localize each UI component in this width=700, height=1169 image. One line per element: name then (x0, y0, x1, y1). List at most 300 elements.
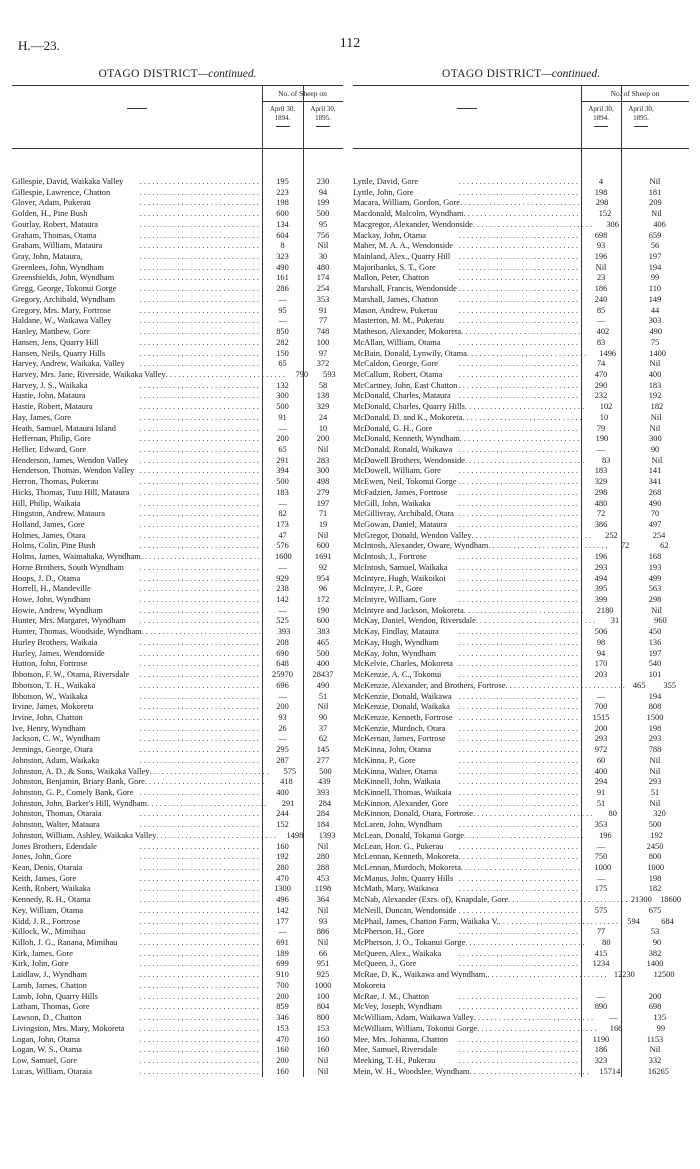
sheep-count-1894: 142 (276, 595, 289, 605)
table-row (12, 820, 343, 831)
table-row (12, 831, 343, 842)
sheep-count-1894: 470 (276, 1034, 289, 1044)
leader-dots: . . . . . . . . . . . . . . . . . . . . . . . . . . . . . (139, 616, 259, 626)
leader-dots: . . . . . . . . . . . . . . . . . . . . . . . . . . . . . (458, 584, 578, 594)
sheep-count-1895: 44 (650, 305, 660, 315)
sheep-count-1895: 16265 (647, 1066, 669, 1076)
leader-dots: . . . . . . . . . . . . . . . . . . . . . . . . . . . . . (139, 1002, 259, 1012)
sheep-count-1894: 15714 (599, 1066, 621, 1076)
owner-name: McManus, John, Quarry Hills (353, 873, 454, 883)
table-row (353, 552, 689, 563)
owner-name: Johnston, John, Barker's Hill, Wyndham (12, 798, 148, 808)
sheep-count-1894: 80 (608, 809, 617, 819)
owner-name: Heath, Samuel, Mataura Island (12, 423, 116, 433)
table-row (12, 724, 343, 735)
table-row (353, 606, 689, 617)
owner-name: Lyttle, John, Gore (353, 187, 414, 197)
sheep-count-1894: 298 (594, 487, 608, 497)
leader-dots: . . . . . . . . . . . . . . . . . . . . . . . . . . . . . (139, 1034, 259, 1044)
sheep-count-1895: 200 (648, 991, 662, 1001)
leader-dots: . . . . . . . . . . . . . . . . . . . . . . . . . . . . . (139, 938, 259, 948)
owner-name: McLaren, John, Wyndham (353, 820, 443, 830)
leader-dots: . . . . . . . . . . . . . . . . . . . . . . . . . . . . . (458, 316, 578, 326)
table-row (353, 402, 689, 413)
owner-name: Livingston, Mrs. Mary, Mokoreta (12, 1023, 125, 1033)
sheep-count-1894: 160 (276, 1066, 289, 1076)
owner-name: McLennan, Murdoch, Mokoreta (353, 863, 461, 872)
owner-name: McDonald, Ronald, Waikawa (353, 444, 453, 454)
table-row (353, 949, 689, 960)
owner-name: McDowell Brothers, Wendonside (353, 455, 465, 465)
sheep-count-1895: Nil (649, 1045, 661, 1055)
sheep-count-1895: 1393 (318, 830, 336, 840)
sheep-count-1895: 500 (316, 209, 330, 219)
table-row (353, 842, 689, 853)
leader-dots: . . . . . . . . . . . . . . . . . . . . . . . . . . . . . (139, 670, 259, 680)
leader-dots: . . . . . . . . . . . . . . . . . . . . . . . . . . . . . (139, 241, 259, 251)
leader-dots: . . . . . . . . . . . . . . . . . . . . . . . . . . . . . (139, 1055, 259, 1065)
district-heading: OTAGO DISTRICT—continued. (441, 68, 600, 80)
sheep-count-1895: 209 (649, 198, 662, 208)
sheep-count-1895: 93 (318, 916, 328, 926)
table-row (12, 231, 343, 242)
leader-dots: . . . . . . . . . . . . . . . . . . . . . . . . . . . . . (472, 219, 593, 229)
sheep-count-1894: — (596, 991, 606, 1001)
owner-name: McLennan, Kenneth, Mokoreta (353, 852, 459, 862)
table-row (353, 445, 689, 456)
table-row (12, 1056, 343, 1067)
leader-dots: . . . . . . . . . . . . . . . . . . . . . . . . . . . . . (139, 970, 259, 980)
sheep-count-1894: 415 (594, 948, 608, 958)
leader-dots: . . . . . . . . . . . . . . . . . . . . . . . . . . . . . (139, 820, 259, 830)
table-row (12, 692, 343, 703)
owner-name: McCallum, Robert, Otama (353, 369, 443, 379)
sheep-count-1894: 575 (283, 766, 297, 776)
owner-name: Meeking, T. H., Pukerau (353, 1055, 436, 1065)
leader-dots: . . . . . . . . . . . . . . . . . . . . . . . . . . . . . (469, 1066, 589, 1076)
leader-dots: . . . . . . . . . . . . . . . . . . . . . . . . . . . . . (508, 895, 628, 905)
sheep-count-header: No. of Sheep on (278, 89, 327, 98)
owner-name: Ibbotson, F. W., Otama, Riversdale (12, 670, 130, 680)
year-header-1895: April 30, 1895. (310, 105, 336, 122)
sheep-count-1894: 8 (280, 241, 285, 251)
owner-name: Low, Samuel, Gore (12, 1055, 78, 1065)
sheep-count-1895: 748 (316, 327, 330, 337)
table-row (353, 927, 689, 938)
sheep-count-1895: 200 (316, 434, 330, 444)
sheep-count-1894: 200 (276, 991, 289, 1001)
leader-dots: . . . . . . . . . . . . . . . . . . . . . . . . . . . . . (139, 498, 259, 508)
sheep-count-1895: 332 (648, 1055, 662, 1065)
sheep-count-1895: 341 (648, 477, 662, 487)
leader-dots: . . . . . . . . . . . . . . . . . . . . . . . . . . . . . (458, 284, 578, 294)
sheep-count-1895: 288 (316, 863, 330, 872)
table-row (12, 445, 343, 456)
table-row (12, 574, 343, 585)
sheep-count-1894: 470 (594, 369, 608, 379)
sheep-count-1895: 450 (648, 627, 662, 637)
sheep-count-1895: 439 (317, 777, 331, 787)
table-row (12, 884, 343, 895)
owner-name: Kean, Denis, Otaraia (12, 863, 83, 872)
leader-dots: . . . . . . . . . . . . . . . . . . . . . . . . . . . . . (458, 745, 578, 755)
leader-dots: . . . . . . . . . . . . . . . . . . . . . . . . . . . . . (139, 252, 259, 262)
sheep-count-1895: 540 (648, 659, 662, 669)
table-row (12, 927, 343, 938)
leader-dots: . . . . . . . . . . . . . . . . . . . . . . . . . . . . . (139, 745, 259, 755)
sheep-count-1894: 1190 (592, 1034, 610, 1044)
sheep-count-1894: 890 (594, 1002, 608, 1012)
sheep-count-1894: 200 (276, 1055, 289, 1065)
owner-name: McLean, Donald, Tokanui Gorge (353, 830, 464, 840)
owner-name: Jones, John, Gore (12, 852, 72, 862)
sheep-count-1895: 393 (316, 787, 330, 797)
owner-name: Hansen, Neils, Quarry Hills (12, 348, 106, 358)
leader-dots: . . . . . . . . . . . . . . . . . . . . . . . . . . . . . (458, 670, 578, 680)
owner-name: Laidlaw, J., Wyndham (12, 970, 87, 980)
sheep-count-1894: 80 (602, 938, 611, 948)
sheep-count-1895: 168 (648, 552, 662, 562)
sheep-count-1894: — (596, 444, 606, 454)
sheep-count-1895: Nil (317, 702, 329, 712)
owner-name: Harvey, Andrew, Waikaka, Valley (12, 359, 125, 369)
owner-name: Mein, W. H., Woodslee, Wyndham (353, 1066, 470, 1076)
leader-dots (386, 981, 581, 992)
sheep-count-1895: 1153 (646, 1034, 664, 1044)
sheep-count-1894: 699 (276, 959, 289, 969)
table-row (12, 295, 343, 306)
sheep-count-1895: 12500 (653, 970, 675, 980)
leader-dots: . . . . . . . . . . . . . . . . . . . . . . . . . . . . . (460, 863, 581, 872)
sheep-count-1894: 161 (276, 273, 289, 283)
owner-name: McIntyre, Hugh, Waikoikoi (353, 573, 446, 583)
leader-dots: . . . . . . . . . . . . . . . . . . . . . . . . . . . . . (462, 412, 582, 422)
table-row (12, 177, 343, 188)
owner-name: Horrell, H., Mandeville (12, 584, 91, 594)
sheep-count-1894: 240 (594, 294, 608, 304)
owner-name: Hurley Brothers, Waikaia (12, 637, 98, 647)
leader-dots: . . . . . . . . . . . . . . . . . . . . . . . . . . . . . (139, 595, 259, 605)
leader-dots: . . . . . . . . . . . . . . . . . . . . . . . . . . . . . (144, 777, 265, 787)
leader-dots: . . . . . . . . . . . . . . . . . . . . . . . . . . . . . (458, 787, 578, 797)
table-row (12, 606, 343, 617)
owner-name: McGill, John, Waikaka (353, 498, 431, 508)
sheep-count-1894: 400 (276, 787, 289, 797)
owner-name: Mainland, Alex., Quarry Hill (353, 252, 451, 262)
table-row (353, 284, 689, 295)
leader-dots: . . . . . . . . . . . . . . . . . . . . . . . . . . . . . (139, 895, 259, 905)
leader-dots: . . . . . . . . . . . . . . . . . . . . . . . . . . . . . (139, 927, 259, 937)
sheep-owner-list-left (12, 177, 343, 1077)
owner-name: McIntyre and Jackson, Mokoreta (353, 605, 464, 615)
district-heading: OTAGO DISTRICT—continued. (98, 68, 257, 80)
owner-name: McNab, Alexander (Exrs. of), Knapdale, Gore (353, 895, 509, 905)
owner-name: Hansen, Jens, Quarry Hill (12, 337, 99, 347)
table-row (353, 767, 689, 778)
table-row (353, 777, 689, 788)
leader-dots: . . . . . . . . . . . . . . . . . . . . . . . . . . . . . (139, 444, 259, 454)
leader-dots: . . . . . . . . . . . . . . . . . . . . . . . . . . . . . (458, 177, 578, 186)
table-row (12, 842, 343, 853)
table-row (12, 1045, 343, 1056)
sheep-count-1895: Nil (317, 938, 329, 948)
sheep-count-1895: 30 (318, 252, 328, 262)
table-row (353, 349, 689, 360)
sheep-count-1895: 925 (316, 970, 330, 980)
leader-dots: . . . . . . . . . . . . . . . . . . . . . . . . . . . . . (458, 337, 578, 347)
sheep-count-1895: Nil (651, 209, 662, 219)
sheep-count-1895: 172 (316, 595, 330, 605)
table-row (12, 209, 343, 220)
sheep-count-1895: 110 (648, 284, 662, 294)
sheep-count-1894: 506 (594, 627, 608, 637)
sheep-count-1895: 280 (316, 852, 330, 862)
sheep-count-1894: 183 (276, 487, 289, 497)
table-row (353, 820, 689, 831)
table-row (12, 713, 343, 724)
table-row (12, 670, 343, 681)
leader-dots: . . . . . . . . . . . . . . . . . . . . . . . . . . . . . (463, 605, 584, 615)
sheep-count-1894: 4 (598, 177, 604, 186)
owner-name: McKinnell, Thomas, Waikaia (353, 787, 452, 797)
owner-name: McDonald, G. H., Gore (353, 423, 433, 433)
sheep-count-1895: 197 (648, 648, 662, 658)
sheep-count-1894: 175 (594, 884, 608, 894)
sheep-count-1895: 53 (650, 927, 660, 937)
leader-dots: . . . . . . . . . . . . . . . . . . . . . . . . . . . . . (139, 584, 259, 594)
sheep-count-1895: 192 (650, 830, 663, 840)
table-row (12, 552, 343, 563)
leader-dots: . . . . . . . . . . . . . . . . . . . . . . . . . . . . . (458, 1045, 578, 1055)
owner-name: McIntosh, Samuel, Waikaka (353, 562, 448, 572)
table-row (12, 756, 343, 767)
owner-name: Macgregor, Alexander, Wendonside (353, 219, 473, 229)
table-row (12, 424, 343, 435)
owner-name: McPherson, J. O., Tokanui Gorge (353, 938, 466, 948)
sheep-count-1895: 96 (318, 584, 328, 594)
owner-name: Hanley, Matthew, Gore (12, 327, 90, 337)
table-row (12, 767, 343, 778)
sheep-count-1895: Nil (649, 766, 661, 776)
table-row (12, 595, 343, 606)
sheep-count-1894: 298 (595, 198, 609, 208)
sheep-count-1895: Nil (649, 798, 661, 808)
leader-dots: . . . . . . . . . . . . . . . . . . . . . . . . . . . . . (139, 477, 259, 487)
owner-name: McKay, Daniel, Wendon, Riversdale (353, 616, 476, 626)
sheep-count-1895: 500 (319, 766, 332, 776)
owner-name: Irvine, James, Mokoreta (12, 702, 94, 712)
table-row (353, 595, 689, 606)
sheep-count-1895: 56 (650, 241, 660, 251)
table-header (12, 85, 343, 149)
leader-dots: . . . . . . . . . . . . . . . . . . . . . . . . . . . . . (461, 327, 581, 337)
leader-dots: . . . . . . . . . . . . . . . . . . . . . . . . . . . . . (498, 916, 618, 926)
leader-dots: . . . . . . . . . . . . . . . . . . . . . . . . . . . . . (139, 380, 259, 390)
leader-dots: . . . . . . . . . . . . . . . . . . . . . . . . . . . . . (139, 680, 259, 690)
owner-name: Johnston, A. D., & Sons, Waikaka Valley (12, 766, 150, 776)
sheep-count-1894: 972 (594, 745, 608, 755)
sheep-count-1894: 85 (596, 305, 606, 315)
leader-dots: . . . . . . . . . . . . . . . . . . . . . . . . . . . . . (458, 498, 578, 508)
leader-dots: . . . . . . . . . . . . . . . . . . . . . . . . . . . . . (465, 938, 585, 948)
sheep-count-1894: 293 (594, 734, 608, 744)
owner-name: Hastie, Robert, Mataura (12, 402, 93, 412)
sheep-count-1894: 575 (594, 905, 608, 915)
table-row (353, 231, 689, 242)
table-row (12, 434, 343, 445)
leader-dots: . . . . . . . . . . . . . . . . . . . . . . . . . . . . . (140, 552, 261, 562)
leader-dots: . . . . . . . . . . . . . . . . . . . . . . . . . . . . . (149, 766, 269, 776)
sheep-count-1894: 77 (596, 927, 606, 937)
leader-dots: . . . . . . . . . . . . . . . . . . . . . . . . . . . . . (458, 948, 578, 958)
table-row (12, 659, 343, 670)
table-row (353, 659, 689, 670)
sheep-count-1895: 58 (318, 380, 328, 390)
leader-dots: . . . . . . . . . . . . . . . . . . . . . . . . . . . . . (458, 927, 578, 937)
owner-name: Matheson, Alexander, Mokoreta (353, 327, 462, 337)
leader-dots: . . . . . . . . . . . . . . . . . . . . . . . . . . . . . (139, 723, 259, 733)
sheep-count-1894: 696 (276, 680, 289, 690)
table-row (353, 992, 689, 1003)
sheep-count-1895: Nil (649, 755, 661, 765)
sheep-count-1894: 160 (276, 1045, 289, 1055)
owner-name: Johnston, Walter, Mataura (12, 820, 100, 830)
table-row (353, 938, 689, 949)
owner-name: McKenzie, Murdoch, Otara (353, 723, 446, 733)
table-row (353, 702, 689, 713)
sheep-count-1894: 26 (278, 723, 287, 733)
owner-name: McQueen, Alex., Waikaka (353, 948, 442, 958)
owner-name: McKelvie, Charles, Mokoreta (353, 659, 454, 669)
owner-name: McQueen, J., Gore (353, 959, 417, 969)
owner-name: Kennedy, R. H., Otama (12, 895, 91, 905)
sheep-count-1894: 170 (594, 659, 608, 669)
sheep-count-1895: 283 (316, 455, 330, 465)
owner-name: Kidd, J. R., Fortrose (12, 916, 81, 926)
table-row (353, 241, 689, 252)
leader-dots: . . . . . . . . . . . . . . . . . . . . . . . . . . . . . (139, 487, 259, 497)
sheep-count-1895: 62 (660, 541, 669, 551)
sheep-count-1894: 196 (599, 830, 612, 840)
leader-dots: . . . . . . . . . . . . . . . . . . . . . . . . . . . . . (458, 755, 578, 765)
sheep-count-1895: 194 (648, 691, 662, 701)
table-row (353, 273, 689, 284)
table-row (353, 852, 689, 863)
sheep-count-1895: Nil (651, 455, 663, 465)
table-row (353, 370, 689, 381)
page-reference: H.—23. (18, 38, 60, 53)
sheep-count-1895: 254 (652, 530, 666, 540)
sheep-count-1895: Nil (651, 605, 662, 615)
sheep-count-1894: 93 (278, 712, 287, 722)
leader-dots: . . . . . . . . . . . . . . . . . . . . . . . . . . . . . (458, 252, 578, 262)
owner-name: Glover, Adam, Pukerau (12, 198, 91, 208)
table-row (353, 198, 689, 209)
table-row (12, 359, 343, 370)
leader-dots: . . . . . . . . . . . . . . . . . . . . . . . . . . . . . (139, 948, 259, 958)
owner-name: Kirk, James, Gore (12, 948, 73, 958)
sheep-count-1895: 808 (648, 702, 662, 712)
table-row (12, 777, 343, 788)
owner-name: Hill, Philip, Waikaia (12, 498, 81, 508)
leader-dots: . . . . . . . . . . . . . . . . . . . . . . . . . . . . . (139, 562, 259, 572)
sheep-count-1894: 208 (276, 637, 289, 647)
sheep-count-1895: 145 (316, 745, 330, 755)
leader-dots: . . . . . . . . . . . . . . . . . . . . . . . . . . . . . (458, 391, 578, 401)
leader-dots: . . . . . . . . . . . . . . . . . . . . . . . . . . . . . (458, 798, 578, 808)
owner-name: Gregg, George, Tokonui Gorge (12, 284, 117, 294)
owner-name: Macara, William, Gordon, Gore (353, 198, 460, 208)
owner-name: Johnston, William, Ashley, Waikaka Valley (12, 830, 157, 840)
table-row (353, 713, 689, 724)
leader-dots: . . . . . . . . . . . . . . . . . . . . . . . . . . . . . (139, 637, 259, 647)
table-row (12, 1002, 343, 1013)
sheep-count-1895: 181 (648, 187, 662, 197)
table-row (353, 959, 689, 970)
table-row (12, 520, 343, 531)
owner-name: Hingston, Andrew, Mataura (12, 509, 105, 519)
table-row (353, 917, 689, 928)
leader-dots: . . . . . . . . . . . . . . . . . . . . . . . . . . . . . (458, 627, 578, 637)
table-row (353, 413, 689, 424)
sheep-count-1895: 600 (316, 541, 330, 551)
leader-dots: . . . . . . . . . . . . . . . . . . . . . . . . . . . . . (458, 230, 578, 240)
owner-name: Harvey, J. S., Waikaka (12, 380, 88, 390)
owner-name: McKenzie, Kenneth, Fortrose (353, 712, 453, 722)
sheep-count-1895: 788 (648, 745, 662, 755)
owner-name: Mee, Samuel, Riversdale (353, 1045, 438, 1055)
sheep-count-1894: 353 (594, 820, 608, 830)
sheep-count-1895: 71 (318, 509, 328, 519)
sheep-count-1895: Nil (317, 1055, 329, 1065)
owner-name: McCartney, John, East Chatton (353, 380, 458, 390)
sheep-count-1895: 268 (648, 487, 662, 497)
sheep-count-1895: 28437 (312, 670, 334, 680)
owner-name: Logan, W. S., Otama (12, 1045, 83, 1055)
owner-name: McFadzien, James, Fortrose (353, 487, 448, 497)
leader-dots: . . . . . . . . . . . . . . . . . . . . . . . . . . . . . (487, 970, 607, 980)
table-row (12, 263, 343, 274)
sheep-count-1894: 23 (596, 273, 606, 283)
owner-name: McKinnell, John, Waikaia (353, 777, 441, 787)
owner-name: Mallon, Peter, Chatton (353, 273, 429, 283)
sheep-count-1894: — (278, 605, 287, 615)
sheep-count-1895: 51 (650, 787, 660, 797)
owner-name: Graham, Thomas, Otama (12, 230, 97, 240)
leader-dots: . . . . . . . . . . . . . . . . . . . . . . . . . . . . . (139, 423, 259, 433)
sheep-count-1894: 152 (276, 820, 289, 830)
table-row (12, 349, 343, 360)
sheep-count-1895: 320 (653, 809, 666, 819)
leader-dots: . . . . . . . . . . . . . . . . . . . . . . . . . . . . . (458, 723, 578, 733)
sheep-count-1895: Nil (317, 841, 329, 851)
owner-name: Greenshields, John, Wyndham (12, 273, 115, 283)
leader-dots: . . . . . . . . . . . . . . . . . . . . . . . . . . . . . (139, 787, 259, 797)
sheep-count-1894: 293 (594, 562, 608, 572)
sheep-count-1894: 290 (594, 380, 608, 390)
sheep-count-1895: 1400 (649, 348, 666, 358)
table-row (12, 627, 343, 638)
leader-dots: . . . . . . . . . . . . . . . . . . . . . . . . . . . . . (458, 959, 578, 969)
leader-dots: . . . . . . . . . . . . . . . . . . . . . . . . . . . . . (139, 905, 259, 915)
leader-dots: . . . . . . . . . . . . . . . . . . . . . . . . . . . . . (458, 1055, 578, 1065)
leader-dots: . . . . . . . . . . . . . . . . . . . . . . . . . . . . . (459, 434, 580, 444)
sheep-count-1895: 400 (316, 659, 330, 669)
sheep-count-1894: 600 (276, 209, 289, 219)
sheep-count-1895: 94 (318, 187, 328, 197)
leader-dots: . . . . . . . . . . . . . . . . . . . . . . . . . . . . . (139, 863, 259, 872)
sheep-count-1895: 382 (648, 948, 662, 958)
